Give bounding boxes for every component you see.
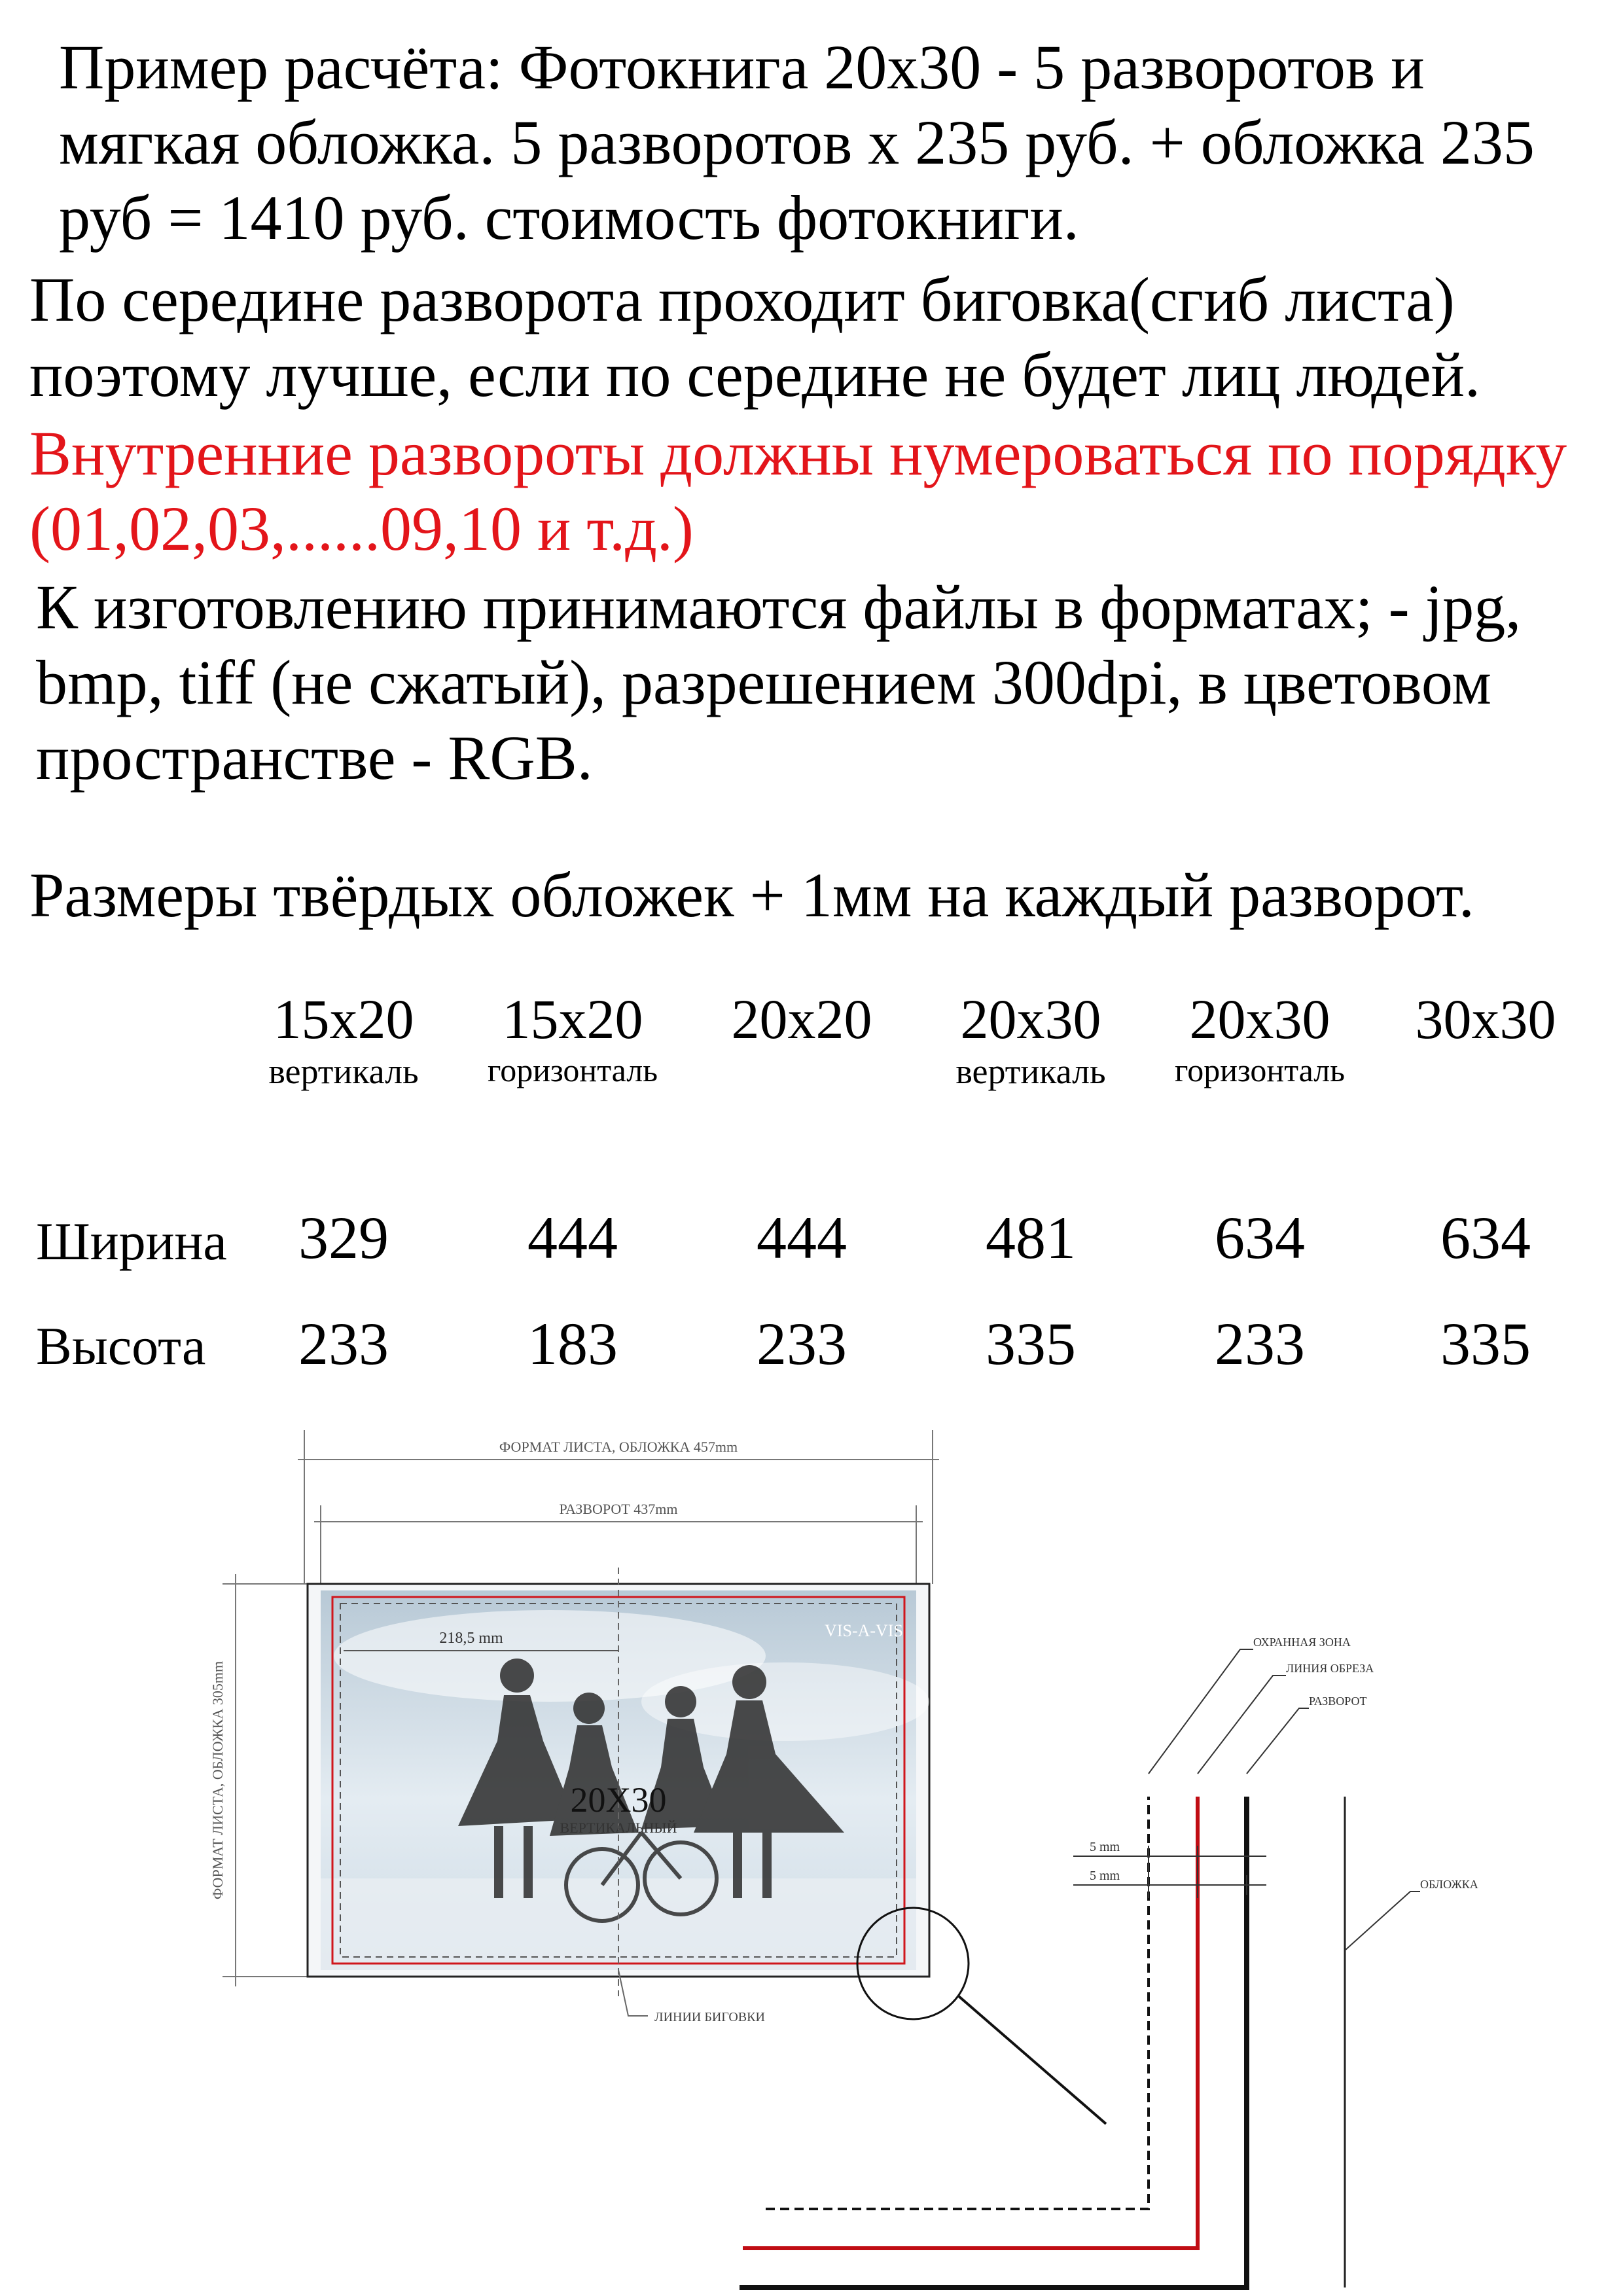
trim-line-label: ЛИНИЯ ОБРЕЗА — [1286, 1662, 1374, 1675]
sheet-height-dimension — [223, 1574, 314, 1986]
column-size: 30x30 — [1415, 988, 1556, 1050]
gap-label-trim: 5 mm — [1090, 1869, 1120, 1883]
figure-legs — [524, 1826, 533, 1898]
row-label-height: Высота — [36, 1316, 206, 1376]
calculation-example: Пример расчёта: Фотокнига 20x30 - 5 разворотов и мягкая обложка. 5 разворотов x 235 руб. + обложка 235 руб = 1410 руб. стоимость фотокниги. — [59, 32, 1535, 253]
table-cell: 183 — [527, 1310, 618, 1377]
figure-head — [573, 1693, 605, 1724]
spread-label: РАЗВОРОТ — [1309, 1695, 1367, 1708]
figure-legs — [762, 1833, 772, 1898]
column-size: 20x30 — [960, 988, 1101, 1050]
table-column-header — [455, 988, 690, 1090]
fold-lines-label: ЛИНИИ БИГОВКИ — [654, 2010, 765, 2024]
table-cell: 335 — [986, 1310, 1076, 1377]
table-cell: 481 — [986, 1204, 1076, 1271]
figure-head — [500, 1659, 534, 1693]
table-column-header — [913, 988, 1149, 1092]
file-format-note: К изготовлению принимаются файлы в форматах; - jpg, bmp, tiff (не сжатый), разрешением 300dpi, в цветовом пространстве - RGB. — [36, 572, 1522, 793]
column-size: 15x20 — [273, 988, 414, 1050]
column-orientation: горизонталь — [487, 1051, 658, 1088]
column-orientation: вертикаль — [268, 1051, 419, 1091]
sheet-height-label: ФОРМАТ ЛИСТА, ОБЛОЖКА 305mm — [209, 1660, 226, 1900]
gap-label-safe: 5 mm — [1090, 1840, 1120, 1854]
table-cell: 329 — [298, 1204, 389, 1271]
safe-zone-label: ОХРАННАЯ ЗОНА — [1253, 1636, 1351, 1649]
table-column-header — [684, 988, 919, 1050]
table-cell: 634 — [1440, 1204, 1531, 1271]
table-cell: 335 — [1440, 1310, 1531, 1377]
table-cell: 634 — [1215, 1204, 1305, 1271]
figure-head — [732, 1665, 766, 1699]
cover-label: ОБЛОЖКА — [1420, 1878, 1478, 1891]
table-cell: 233 — [757, 1310, 847, 1377]
table-cell: 444 — [527, 1204, 618, 1271]
row-label-width: Ширина — [36, 1211, 227, 1271]
cover-sizes-note: Размеры твёрдых обложек + 1мм на каждый разворот. — [29, 860, 1474, 930]
table-column-header — [1368, 988, 1603, 1050]
table-cell: 233 — [298, 1310, 389, 1377]
magnifier-leader — [959, 1996, 1106, 2124]
figure-legs — [733, 1833, 742, 1898]
column-orientation: горизонталь — [1174, 1051, 1346, 1088]
brand-logo: VIS-A-VIS — [825, 1621, 903, 1640]
table-cell: 233 — [1215, 1310, 1305, 1377]
table-cell: 444 — [757, 1204, 847, 1271]
spread-width-label: РАЗВОРОТ 437mm — [559, 1501, 678, 1517]
half-width-label: 218,5 mm — [439, 1630, 503, 1647]
cover-layout-diagram — [0, 1407, 1623, 2296]
column-size: 15x20 — [502, 988, 643, 1050]
figure-head — [665, 1686, 696, 1717]
column-size: 20x20 — [731, 988, 872, 1050]
column-orientation: вертикаль — [955, 1051, 1106, 1091]
figure-legs — [494, 1826, 503, 1898]
sheet-width-label: ФОРМАТ ЛИСТА, ОБЛОЖКА 457mm — [499, 1439, 738, 1455]
photo-title: 20X30 — [570, 1780, 667, 1820]
fold-note: По середине разворота проходит биговка(сгиб листа) поэтому лучше, если по середине не будет лиц людей. — [29, 264, 1481, 410]
table-column-header — [226, 988, 461, 1092]
table-column-header — [1142, 988, 1378, 1090]
photo-subtitle: ВЕРТИКАЛЬНЫЙ — [560, 1820, 677, 1836]
column-size: 20x30 — [1189, 988, 1330, 1050]
numbering-note: Внутренние развороты должны нумероваться по порядку (01,02,03,......09,10 и т.д.) — [29, 418, 1567, 564]
